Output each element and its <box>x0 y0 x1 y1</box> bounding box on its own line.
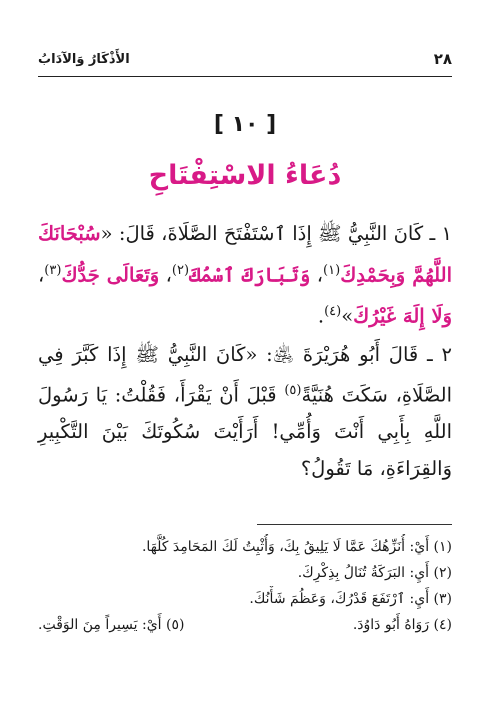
page-header <box>38 50 452 72</box>
footnotes-divider <box>257 524 452 525</box>
p2-text-a: ٢ ـ قَالَ أَبُو هُرَيْرَةَ ﵁: «كَانَ النَّبِيُّ ﷺ إِذَا كَبَّرَ فِي الصَّلَاةِ، سَكَتَ هُنَيَّةً <box>38 342 452 407</box>
footnote-ref-1: (١) <box>323 262 341 278</box>
footnote-5: (٥) أَيْ: يَسِيراً مِنَ الوَقْتِ. <box>38 617 185 633</box>
footnote-2: (٢) أَيِ: البَرَكَةُ تُنَالُ بِذِكْرِكَ. <box>297 565 452 581</box>
footnote-ref-2: (٢) <box>171 262 190 278</box>
separator: ، <box>310 263 324 286</box>
section-number: [ ١٠ ] <box>213 112 277 137</box>
period: . <box>317 304 325 327</box>
dua-phrase-4: وَلَا إِلَهَ غَيْرُكَ <box>353 304 452 327</box>
paragraph-2 <box>38 337 452 488</box>
dua-phrase-1: سُبْحَانَكَ اللَّهُمَّ وَبِحَمْدِكَ <box>38 222 452 286</box>
p2-text-b: قَبْلَ أَنْ يَقْرَأَ، فَقُلْتُ: يَا رَسُولَ اللَّهِ بِأَبِي أَنْتَ وَأُمِّي! أَرَأَيْتَ سُكُوتَكَ بَيْنَ التَّكْبِيرِ وَالقِرَاءَةِ، مَا تَقُولُ؟ <box>38 383 452 480</box>
chapter-title: دُعَاءُ الاسْتِفْتَاحِ <box>148 160 342 191</box>
separator: ، <box>159 263 172 286</box>
p1-intro: ١ ـ كَانَ النَّبِيُّ ﷺ إِذَا ٱسْتَفْتَحَ الصَّلَاةَ، قَالَ: « <box>100 222 452 245</box>
body-text <box>38 216 452 489</box>
footnote-row <box>38 612 452 638</box>
header-divider <box>38 76 452 77</box>
footnote-4: (٤) رَوَاهُ أَبُو دَاوُدَ. <box>352 617 452 633</box>
footnote-3: (٣) أَيِ: ٱرْتَفَعَ قَدْرُكَ، وَعَظُمَ شَأْنُكَ. <box>249 591 452 607</box>
dua-phrase-2: وَتَبَارَكَ ٱسْمُكَ <box>189 263 311 286</box>
footnote-ref-4: (٤) <box>324 303 342 319</box>
paragraph-1 <box>38 216 452 335</box>
running-title: الأَذْكَارُ وَالآدَابُ <box>38 52 130 67</box>
footnote-ref-5: (٥) <box>284 383 302 398</box>
quote-close: » <box>341 304 354 327</box>
page-number: ٢٨ <box>433 50 452 68</box>
dua-phrase-3: وَتَعَالَى جَدُّكَ <box>61 263 160 286</box>
footnote-ref-3: (٣) <box>44 262 62 278</box>
footnotes <box>38 534 452 638</box>
footnote-1: (١) أَيْ: أُنَزِّهُكَ عَمَّا لَا يَلِيقُ بِكَ، وَأُثْبِتُ لَكَ المَحَامِدَ كُلَّهَا. <box>141 539 452 555</box>
separator: ، <box>38 263 45 286</box>
